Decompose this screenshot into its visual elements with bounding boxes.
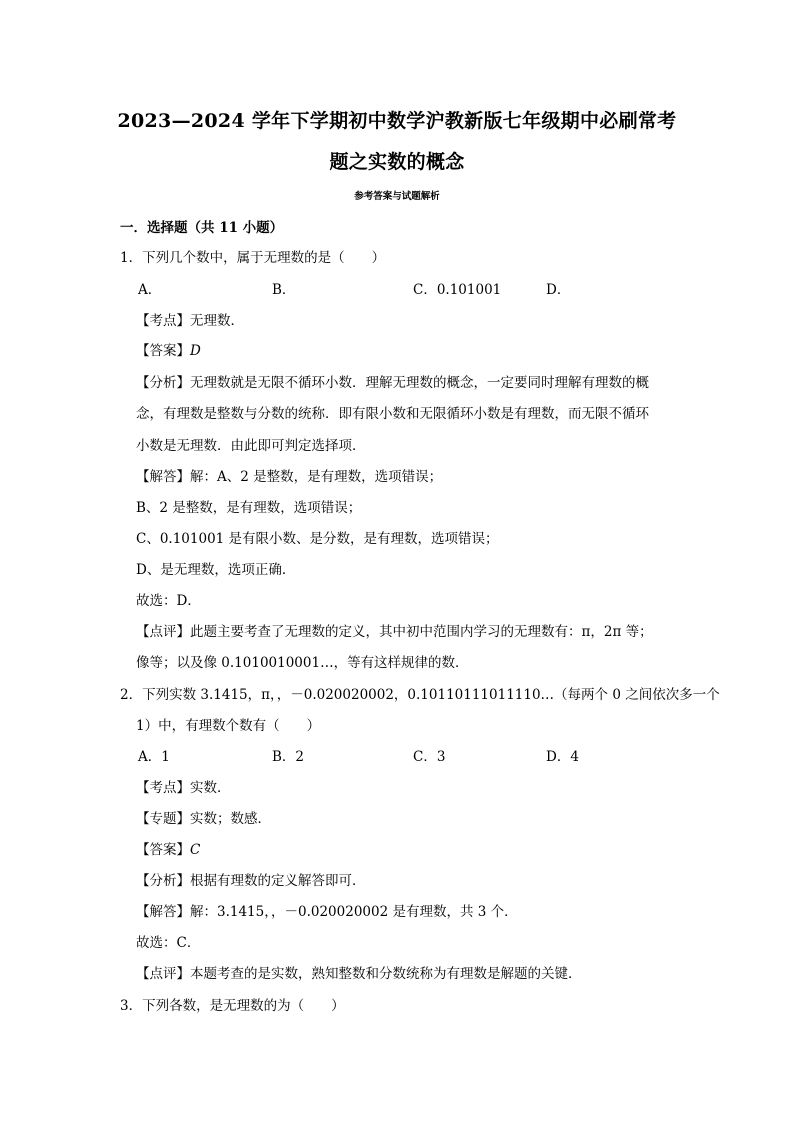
jieda-text: 解：3.1415，，－0.020020002 是有理数，共 3 个． <box>190 904 518 920</box>
question-1-option-b: B． <box>272 282 296 298</box>
question-2-fenxi <box>136 871 366 891</box>
question-1-answer <box>136 341 201 361</box>
kaodian-text: 实数． <box>190 780 231 796</box>
section-heading: 一．选择题（共 11 小题） <box>120 220 284 236</box>
answer-tag: 【答案】 <box>136 842 190 858</box>
question-1-jieda-line-2: B、2 是整数，是有理数，选项错误； <box>136 500 362 516</box>
question-2-stem-line-2: 1）中，有理数个数有（ ） <box>136 718 321 734</box>
question-2-option-b: B．2 <box>272 749 305 765</box>
question-1-stem: 1．下列几个数中，属于无理数的是（ ） <box>120 250 386 266</box>
kaodian-text: 无理数． <box>190 313 244 329</box>
question-2-option-a: A．1 <box>138 749 170 765</box>
zhuanti-tag: 【专题】 <box>136 811 190 827</box>
dianping-text: 此题主要考查了无理数的定义，其中初中范围内学习的无理数有：π，2π 等； <box>190 624 653 640</box>
question-1-dianping-line-1 <box>136 622 653 642</box>
fenxi-text: 根据有理数的定义解答即可． <box>190 873 366 889</box>
question-2-answer <box>136 840 200 860</box>
question-1-option-a: A． <box>138 282 162 298</box>
question-2-option-c: C．3 <box>413 749 446 765</box>
fenxi-text: 无理数就是无限不循环小数．理解无理数的概念，一定要同时理解有理数的概 <box>190 375 649 391</box>
question-1-kaodian <box>136 311 244 331</box>
answer-tag: 【答案】 <box>136 343 190 359</box>
question-2-option-d: D．4 <box>546 749 579 765</box>
question-1-fenxi-line-1 <box>136 373 649 393</box>
fenxi-tag: 【分析】 <box>136 873 190 889</box>
document-subtitle: 参考答案与试题解析 <box>354 191 440 202</box>
document-title-line-2: 题之实数的概念 <box>329 151 465 173</box>
dianping-text: 本题考查的是实数，熟知整数和分数统称为有理数是解题的关键． <box>190 966 582 982</box>
question-1-jieda-line-5: 故选：D． <box>136 593 201 609</box>
question-2-stem-line-1: 2．下列实数 3.1415，π，，－0.020020002，0.10110111011110…（每两个 0 之间依次多一个 <box>120 687 720 703</box>
answer-text: C <box>190 842 201 858</box>
kaodian-tag: 【考点】 <box>136 313 190 329</box>
question-2-zhuanti <box>136 809 271 829</box>
jieda-tag: 【解答】 <box>136 469 190 485</box>
jieda-tag: 【解答】 <box>136 904 190 920</box>
question-2-guxuan: 故选：C． <box>136 935 201 951</box>
question-2-dianping <box>136 964 582 984</box>
question-1-option-d: D． <box>546 282 571 298</box>
kaodian-tag: 【考点】 <box>136 780 190 796</box>
question-1-fenxi-line-2: 念，有理数是整数与分数的统称．即有限小数和无限循环小数是有理数，而无限不循环 <box>136 406 649 422</box>
question-1-jieda-line-3: C、0.101001 是有限小数、是分数，是有理数，选项错误； <box>136 531 499 547</box>
question-1-option-c: C．0.101001 <box>413 282 502 298</box>
question-2-kaodian <box>136 778 231 798</box>
fenxi-tag: 【分析】 <box>136 375 190 391</box>
question-2-jieda <box>136 902 518 922</box>
question-1-jieda-line-4: D、是无理数，选项正确． <box>136 562 296 578</box>
dianping-tag: 【点评】 <box>136 624 190 640</box>
jieda-text: 解：A、2 是整数，是有理数，选项错误； <box>190 469 443 485</box>
zhuanti-text: 实数；数感． <box>190 811 271 827</box>
question-1-dianping-line-2: 像等；以及像 0.1010010001…，等有这样规律的数． <box>136 655 469 671</box>
dianping-tag: 【点评】 <box>136 966 190 982</box>
document-title-line-1: 2023—2024 学年下学期初中数学沪教新版七年级期中必刷常考 <box>117 110 677 132</box>
answer-text: D <box>190 343 201 359</box>
question-1-fenxi-line-3: 小数是无理数．由此即可判定选择项． <box>136 438 366 454</box>
question-3-stem: 3．下列各数，是无理数的为（ ） <box>120 998 345 1014</box>
question-1-jieda-line-1 <box>136 467 442 487</box>
